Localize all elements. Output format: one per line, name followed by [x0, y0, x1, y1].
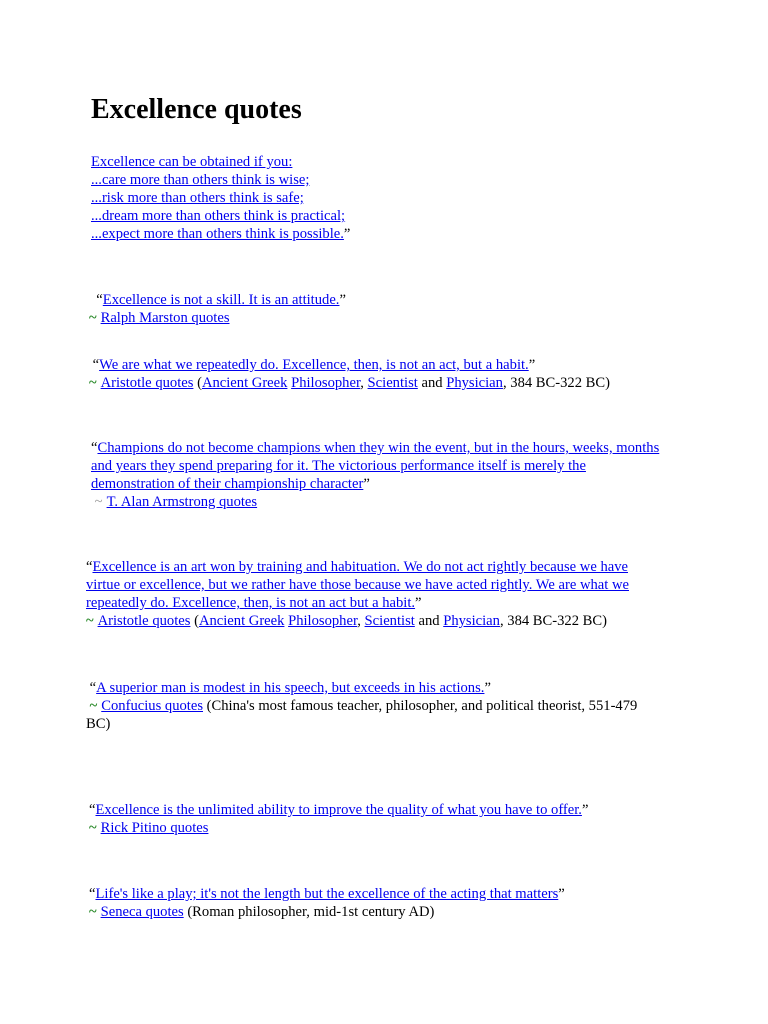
- author-link-seneca[interactable]: Seneca quotes: [100, 904, 184, 920]
- author-link-ralph-marston[interactable]: Ralph Marston quotes: [100, 310, 230, 326]
- and-text: and: [414, 613, 444, 629]
- quote-text-link[interactable]: Excellence is the unlimited ability to improve the quality of what you have to offer.: [95, 802, 582, 818]
- dates-text: , 384 BC-322 BC): [502, 375, 610, 391]
- author-link-confucius[interactable]: Confucius quotes: [101, 698, 203, 714]
- quote-aristotle-2: [86, 558, 629, 630]
- quote-aristotle-1: [89, 356, 610, 392]
- comma-text: ,: [360, 375, 368, 391]
- link-philosopher[interactable]: Philosopher: [291, 375, 361, 391]
- quote-text-link[interactable]: We are what we repeatedly do. Excellence, then, is not an act, but a habit.: [99, 357, 529, 373]
- comma-text: ,: [357, 613, 365, 629]
- quote-text-line-3[interactable]: demonstration of their championship character: [91, 476, 364, 492]
- page-title: Excellence quotes: [91, 94, 302, 125]
- close-quote: ”: [558, 886, 565, 902]
- link-ancient-greek[interactable]: Ancient Greek: [201, 375, 288, 391]
- open-quote: “: [92, 357, 100, 373]
- quote-text-line-1[interactable]: Excellence is an art won by training and habituation. We do not act rightly because we have: [92, 559, 628, 575]
- quote-confucius: [86, 679, 637, 733]
- intro-line-1[interactable]: Excellence can be obtained if you:: [91, 154, 293, 170]
- close-quote: ”: [528, 357, 536, 373]
- quote-ralph-marston: [89, 291, 346, 327]
- and-text: and: [417, 375, 447, 391]
- author-link-aristotle[interactable]: Aristotle quotes: [97, 613, 191, 629]
- open-quote: “: [86, 559, 93, 575]
- tilde-icon: ~: [89, 698, 98, 714]
- close-quote: ”: [484, 680, 491, 696]
- quote-text-line-1[interactable]: Champions do not become champions when they win the event, but in the hours, weeks, months: [97, 440, 660, 456]
- close-quote: ”: [343, 226, 351, 242]
- link-scientist[interactable]: Scientist: [367, 375, 418, 391]
- close-quote: ”: [415, 595, 422, 611]
- quote-t-alan-armstrong: [91, 439, 659, 511]
- intro-line-3[interactable]: ...risk more than others think is safe;: [91, 190, 304, 206]
- quote-text-line-2[interactable]: virtue or excellence, but we rather have those because we have acted rightly. We are what we: [86, 577, 629, 593]
- dates-text: , 384 BC-322 BC): [499, 613, 607, 629]
- tilde-icon: ~: [94, 494, 103, 510]
- tilde-icon: ~: [89, 375, 97, 391]
- intro-quote: [91, 153, 350, 243]
- open-quote: “: [89, 802, 96, 818]
- open-quote: “: [96, 292, 103, 308]
- author-link-t-alan-armstrong[interactable]: T. Alan Armstrong quotes: [106, 494, 258, 510]
- author-description: (China's most famous teacher, philosopher, and political theorist, 551-479: [203, 698, 638, 714]
- intro-line-2[interactable]: ...care more than others think is wise;: [91, 172, 310, 188]
- author-description: (Roman philosopher, mid-1st century AD): [183, 904, 435, 920]
- intro-line-5[interactable]: ...expect more than others think is possible.: [91, 226, 344, 242]
- quote-text-link[interactable]: A superior man is modest in his speech, but exceeds in his actions.: [96, 680, 485, 696]
- link-physician[interactable]: Physician: [443, 613, 500, 629]
- quote-text-link[interactable]: Excellence is not a skill. It is an attitude.: [102, 292, 340, 308]
- intro-line-4[interactable]: ...dream more than others think is practical;: [91, 208, 346, 224]
- open-quote: “: [91, 440, 98, 456]
- tilde-icon: ~: [89, 904, 97, 920]
- open-quote: “: [89, 886, 96, 902]
- quote-rick-pitino: [89, 801, 588, 837]
- link-physician[interactable]: Physician: [446, 375, 503, 391]
- link-ancient-greek[interactable]: Ancient Greek: [198, 613, 285, 629]
- link-philosopher[interactable]: Philosopher: [288, 613, 358, 629]
- close-quote: ”: [581, 802, 589, 818]
- link-scientist[interactable]: Scientist: [364, 613, 415, 629]
- author-link-rick-pitino[interactable]: Rick Pitino quotes: [100, 820, 209, 836]
- paren-text: (: [190, 613, 199, 629]
- author-description-cont: BC): [86, 716, 111, 732]
- open-quote: “: [89, 680, 97, 696]
- tilde-icon: ~: [89, 820, 97, 836]
- tilde-icon: ~: [89, 310, 97, 326]
- tilde-icon: ~: [86, 613, 94, 629]
- quote-text-link[interactable]: Life's like a play; it's not the length but the excellence of the acting that matters: [95, 886, 559, 902]
- paren-text: (: [193, 375, 202, 391]
- author-link-aristotle[interactable]: Aristotle quotes: [100, 375, 194, 391]
- quote-text-line-3[interactable]: repeatedly do. Excellence, then, is not an act but a habit.: [86, 595, 416, 611]
- quote-text-line-2[interactable]: and years they spend preparing for it. The victorious performance itself is merely the: [91, 458, 586, 474]
- close-quote: ”: [339, 292, 346, 308]
- quote-seneca: [89, 885, 565, 921]
- close-quote: ”: [363, 476, 370, 492]
